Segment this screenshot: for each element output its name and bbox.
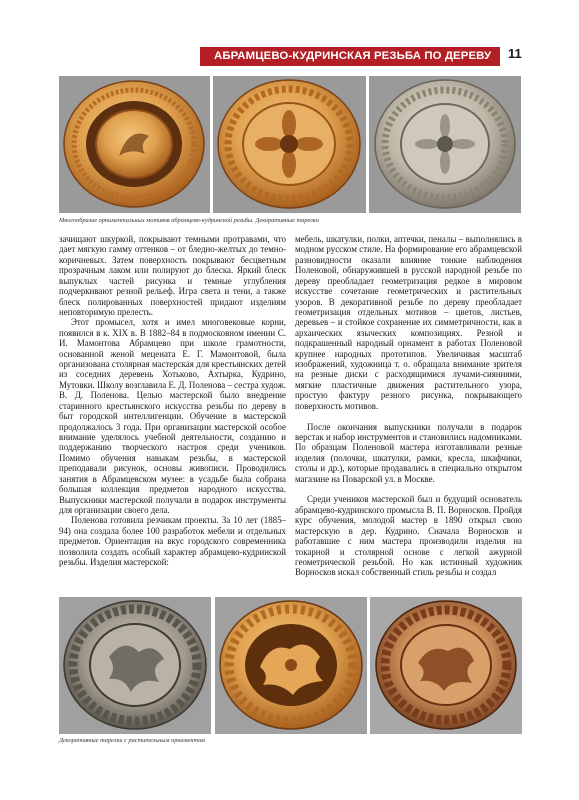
- paragraph-left-3: Поленова готовила резчикам проекты. За 10 лет (1885–94) она создала более 100 разработок мебели и отдельных предметов. Ориентация на вкус городского современника позволила создать особый характер абрамцево-кудринской резьбы. Изделия мастерской:: [59, 515, 286, 568]
- top-photos-caption: Многообразие орнаментальных мотивов абрамцево-кудринской резьбы. Декоративные тарелки: [59, 217, 319, 224]
- text-column-right: [295, 234, 522, 578]
- paragraph-right-1: мебель, шкатулки, полки, аптечки, пеналы – выполнялись в модном русском стиле. На формирование его абрамцевской разновидности оказали влияние тонкие наблюдения Поленовой, обнаружившей в русской народной резьбе по дереву преобладает геометризация редкое в мировом искусстве сочетание геометрических и растительных узоров. В декоративной резьбе по дереву преобладает геометризация отдельных мотивов – цветов, листьев, деревьев – и стойкое сохранение их симметричности, как в архаических языческих композициях. Резной и подкрашенный народный орнамент в работах Поленовой крупнее народных прототипов. Увеличивая масштаб изображений, художница т. о. обращала внимание зрителя на резные диски с расходящимися лучами-сияниями, мягкие пластичные движения растительного узора, простую фактуру резного рисунка, покрывающего поверхность мотивов.: [295, 234, 522, 411]
- photo-plate-5: [215, 597, 367, 734]
- paragraph-left-2: Этот промысел, хотя и имел многовековые корни, появился в к. XIX в. В 1882–84 в подмосковном имении С. И. Мамонтова Абрамцево при школе грамотности, основанной женой мецената Е. Г. Мамонтовой, была организована столярная мастерская для крестьянских детей из соседних деревень Хотьково, Ахтырка, Кудрино, Мутовки. Школу возглавила Е. Д. Поленова – сестра худож. В. Д. Поленова. Целью мастерской было внедрение старинного крестьянского искусства резьбы по дереву в быт городской интеллигенции. Обучение в мастерской продолжалось 3 года. При организации мастерской особое внимание уделялось учебной деятельности, созданию и поддержанию творческого настроя среди учеников. Помимо обучения навыкам резьбы, в мастерской преподавали рисунок, основы живописи. Проводились занятия в Абрамцевском музее: в усадьбе была собрана большая коллекция предметов народного искусства. Выпускники мастерской получали в подарок инструменты для организации своего дела.: [59, 317, 286, 515]
- photo-plate-6: [370, 597, 522, 734]
- paragraph-left-1: зачищают шкуркой, покрывают темными протравами, что дает мягкую гамму оттенков – от бледно-желтых до темно-коричневых. Затем поверхность покрывают бесцветным прозрачным лаком или полируют до блеска. Яркий блеск выпуклых частей рисунка и темные углубления подчеркивают резной рельеф. Игра света и тени, а также блеск полированных поверхностей придают изделиям неповторимую прелесть.: [59, 234, 286, 317]
- paragraph-right-3: Среди учеников мастерской был и будущий основатель абрамцево-кудринского промысла В. П. Ворносков. Пройдя курс обучения, молодой мастер в 1890 открыл свою мастерскую в дер. Кудрино. Сначала Ворносков и работавшие с ним мастера производили изделия на токарной и столярной основе с легкой ажурной геометрической резьбой. Но как истинный художник Ворносков искал собственный стиль резьбы и создал: [295, 494, 522, 578]
- photo-plate-3: [369, 76, 521, 213]
- text-column-left: [59, 234, 286, 568]
- photo-plate-2: [213, 76, 366, 213]
- running-title: АБРАМЦЕВО-КУДРИНСКАЯ РЕЗЬБА ПО ДЕРЕВУ: [214, 50, 492, 62]
- page-number: 11: [508, 46, 522, 61]
- paragraph-right-2: После окончания выпускники получали в подарок верстак и набор инструментов и становились надомниками. По образцам Поленовой мастера изготавливали резные изделия (полочки, шкатулки, рамки, кресла, шкафчики, столы и др.), которые продавались в специально открытом магазине на Поварской ул. в Москве.: [295, 421, 522, 484]
- photo-plate-1: [59, 76, 210, 213]
- photo-plate-4: [59, 597, 211, 734]
- bottom-photos-caption: Декоративные тарелки с растительным орнаментом: [59, 737, 206, 744]
